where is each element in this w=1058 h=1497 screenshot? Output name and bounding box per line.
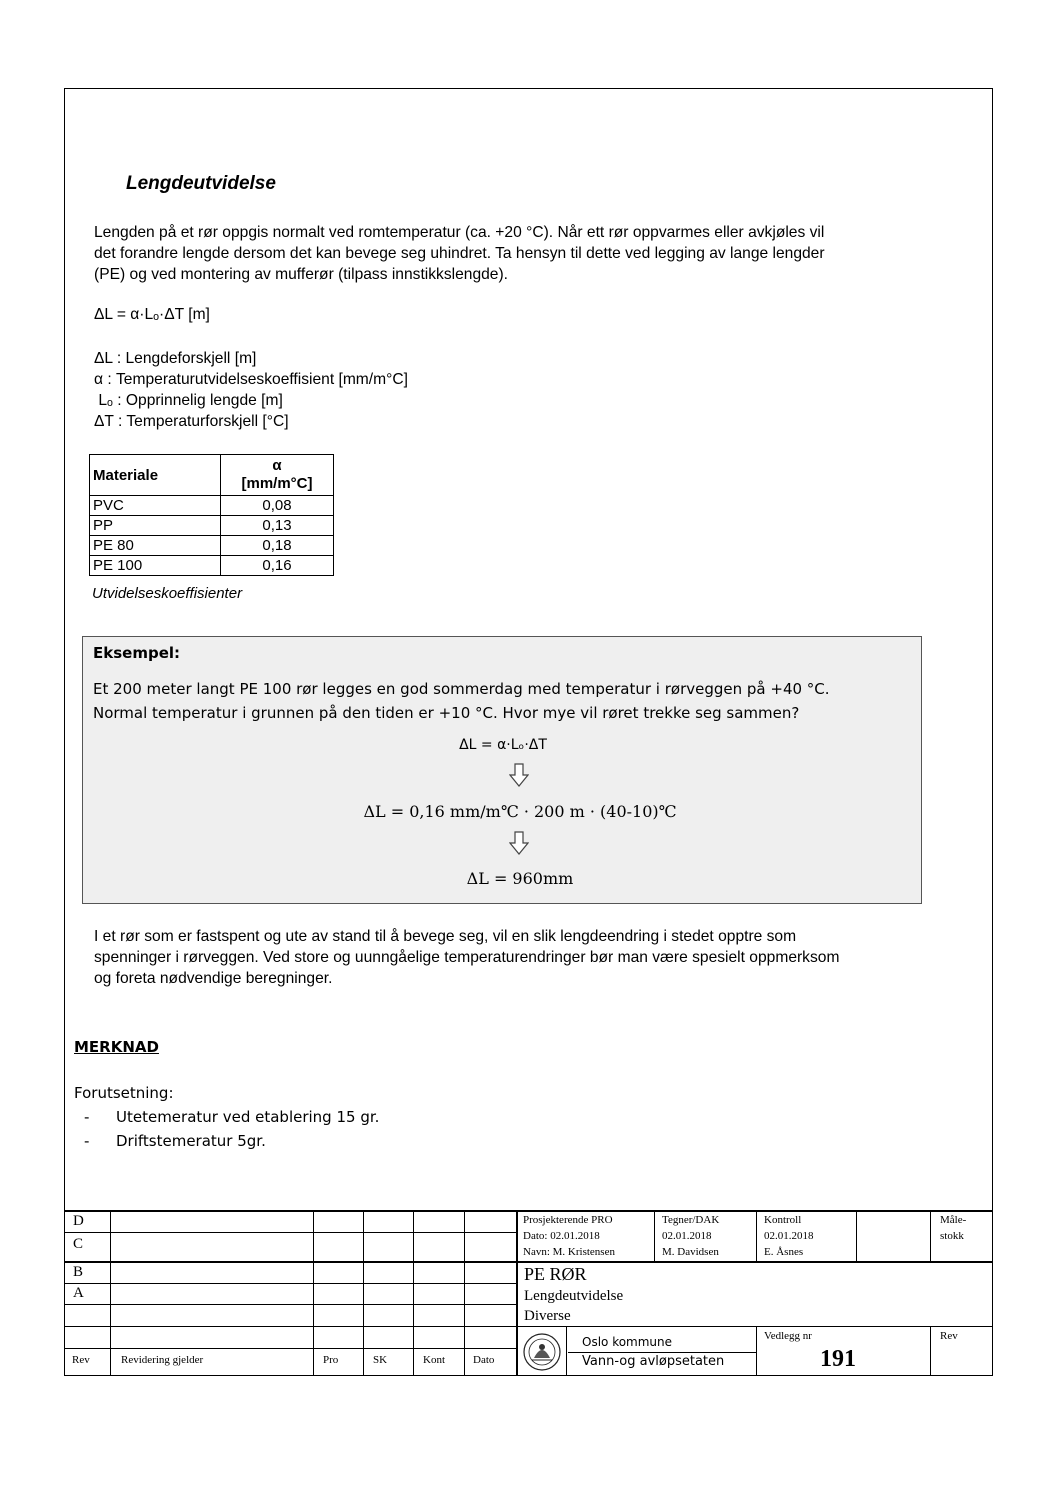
kontroll-name: E. Åsnes xyxy=(764,1246,804,1258)
example-line: Normal temperatur i grunnen på den tiden er +10 °C. Hvor mye vil røret trekke seg sammen? xyxy=(93,704,800,722)
rev-letter-b: B xyxy=(73,1264,84,1280)
definition-item: Lₒ : Opprinnelig lengde [m] xyxy=(94,392,283,409)
remark-bullet: - Driftstemeratur 5gr. xyxy=(84,1132,266,1150)
tegner xyxy=(662,1212,719,1260)
alpha-unit: [mm/m°C] xyxy=(241,475,313,492)
table-row xyxy=(90,556,334,576)
col-header-revision: Revidering gjelder xyxy=(121,1354,204,1366)
value-cell: 0,16 xyxy=(221,556,334,576)
header-material: Materiale xyxy=(90,455,221,496)
value-cell: 0,13 xyxy=(221,516,334,536)
rev-letter-d: D xyxy=(73,1213,84,1229)
main-formula: ΔL = α·Lₒ·ΔT [m] xyxy=(94,306,210,323)
intro-paragraph xyxy=(94,222,964,285)
value-cell: 0,08 xyxy=(221,496,334,516)
table-row xyxy=(90,536,334,556)
intro-line: (PE) og ved montering av mufferør (tilpass innstikkslengde). xyxy=(94,266,508,283)
col-header-sk: SK xyxy=(373,1354,388,1366)
col-header-rev: Rev xyxy=(72,1354,90,1366)
prosjekterende-name: Navn: M. Kristensen xyxy=(523,1246,615,1258)
tegner-label: Tegner/DAK xyxy=(662,1214,720,1226)
down-arrow-icon xyxy=(509,831,529,855)
oslo-seal-logo xyxy=(522,1330,562,1374)
kontroll-date: 02.01.2018 xyxy=(764,1230,814,1242)
paragraph-line: I et rør som er fastspent og ute av stand til å bevege seg, vil en slik lengdeendring i stedet opptre som xyxy=(94,928,797,945)
drawing-subtitle: Lengdeutvidelse xyxy=(524,1288,624,1304)
table-row xyxy=(90,516,334,536)
col-header-pro: Pro xyxy=(323,1354,339,1366)
header-alpha xyxy=(221,455,334,496)
intro-line: Lengden på et rør oppgis normalt ved romtemperatur (ca. +20 °C). Når ett rør oppvarmes eller avkjøles vil xyxy=(94,224,825,241)
down-arrow-icon xyxy=(509,763,529,787)
prosjekterende-label: Prosjekterende PRO xyxy=(523,1214,613,1226)
material-cell: PP xyxy=(90,516,221,536)
prosjekterende xyxy=(523,1212,615,1260)
vedlegg-number: 191 xyxy=(820,1346,856,1372)
material-cell: PE 100 xyxy=(90,556,221,576)
tegner-name: M. Davidsen xyxy=(662,1246,719,1258)
table-caption: Utvidelseskoeffisienter xyxy=(92,585,243,602)
org-name: Oslo kommune xyxy=(582,1335,673,1349)
paragraph-line: spenninger i rørveggen. Ved store og uunngåelige temperaturendringer bør man være spesielt oppmerksom xyxy=(94,949,840,966)
tegner-date: 02.01.2018 xyxy=(662,1230,712,1242)
remark-intro: Forutsetning: xyxy=(74,1084,174,1102)
drawing-title: PE RØR xyxy=(524,1264,587,1284)
bullet-text: Utetemeratur ved etablering 15 gr. xyxy=(116,1108,380,1126)
remark-bullet: - Utetemeratur ved etablering 15 gr. xyxy=(84,1108,380,1126)
definition-item: α : Temperaturutvidelseskoeffisient [mm/m°C] xyxy=(94,371,408,388)
definition-item: ΔL : Lengdeforskjell [m] xyxy=(94,350,257,367)
material-cell: PVC xyxy=(90,496,221,516)
value-cell: 0,18 xyxy=(221,536,334,556)
example-title: Eksempel: xyxy=(93,644,181,662)
example-calculation: ΔL = 0,16 mm/m℃ · 200 m · (40-10)℃ xyxy=(363,802,677,821)
org-department: Vann-og avløpsetaten xyxy=(582,1354,725,1369)
drawing-subtitle-2: Diverse xyxy=(524,1308,571,1324)
col-header-kont: Kont xyxy=(423,1354,445,1366)
section-title: Lengdeutvidelse xyxy=(126,173,276,194)
table-row xyxy=(90,496,334,516)
paragraph-line: og foreta nødvendige beregninger. xyxy=(94,970,333,987)
bullet-text: Driftstemeratur 5gr. xyxy=(116,1132,266,1150)
rev-letter-c: C xyxy=(73,1236,84,1252)
prosjekterende-date: Dato: 02.01.2018 xyxy=(523,1230,600,1242)
example-text xyxy=(93,677,903,725)
kontroll-label: Kontroll xyxy=(764,1214,802,1226)
malestokk: Måle- stokk xyxy=(940,1214,967,1242)
example-line: Et 200 meter langt PE 100 rør legges en god sommerdag med temperatur i rørveggen på +40 °C. xyxy=(93,680,830,698)
stress-paragraph xyxy=(94,926,974,989)
vedlegg-label: Vedlegg nr xyxy=(764,1330,812,1342)
remark-title: MERKNAD xyxy=(74,1038,159,1056)
material-cell: PE 80 xyxy=(90,536,221,556)
material-table xyxy=(89,454,334,576)
rev-label: Rev xyxy=(940,1330,958,1342)
definition-item: ΔT : Temperaturforskjell [°C] xyxy=(94,413,289,430)
kontroll xyxy=(764,1212,814,1260)
alpha-symbol: α xyxy=(272,457,282,474)
col-header-dato: Dato xyxy=(473,1354,495,1366)
example-result: ΔL = 960mm xyxy=(466,869,574,888)
example-formula: ΔL = α·Lₒ·ΔT xyxy=(459,737,547,753)
rev-letter-a: A xyxy=(73,1285,84,1301)
example-box xyxy=(82,636,922,904)
definitions-list xyxy=(94,348,408,432)
intro-line: det forandre lengde dersom det kan bevege seg uhindret. Ta hensyn til dette ved legging av lange lengder xyxy=(94,245,825,262)
